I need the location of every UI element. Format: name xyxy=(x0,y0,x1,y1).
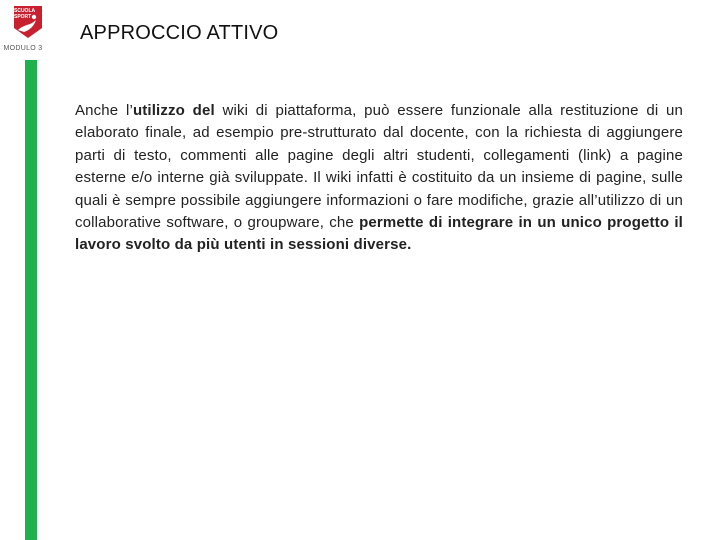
logo-wordmark xyxy=(8,4,46,20)
accent-bar xyxy=(25,60,37,540)
body-text-bold-1: utilizzo del xyxy=(132,102,215,119)
module-label: MODULO 3 xyxy=(3,45,43,52)
body-text-2: wiki di piattaforma, può essere funzionale alla restituzione di un elaborato finale, ad esempio pre-strutturato dal docente, con la richiesta di aggiungere parti di testo, commenti alle pagine degli altri studenti, collegamenti (link) a pagine esterne e/o interne già sviluppate. Il wiki infatti è costituito da un insieme di pagine, sulle quali è sempre possibile aggiungere informazioni o fare modifiche, grazie all’utilizzo di un collaborative software, o groupware, che xyxy=(75,102,683,232)
logo-line-1: SCUOLA xyxy=(14,8,36,14)
slide-title: APPROCCIO ATTIVO xyxy=(80,22,279,44)
slide-body xyxy=(75,100,683,257)
body-text-bold-2: permette di integrare in un unico progetto il lavoro svolto da più utenti in sessioni diverse. xyxy=(75,214,683,254)
body-text-1: Anche l’ xyxy=(75,102,133,119)
logo-line-2: SPORT xyxy=(14,14,32,20)
